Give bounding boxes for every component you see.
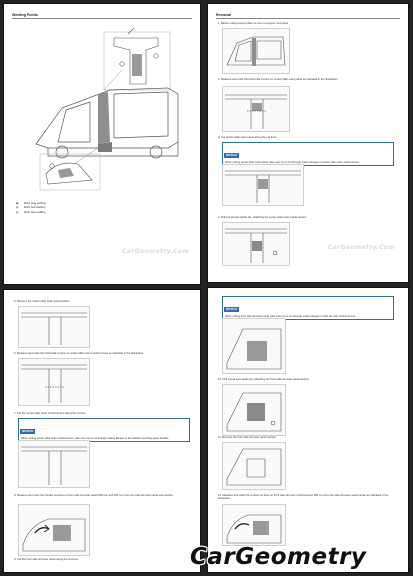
step-figure (222, 86, 290, 132)
notice-label: NOTICE (22, 429, 34, 433)
step-figure (18, 440, 90, 488)
instruction-step: 3. Cut center pillar outer panel along the cut lines. (218, 136, 278, 139)
notice-label: NOTICE (226, 153, 238, 157)
step-figure (18, 358, 90, 406)
manual-page-1 (4, 4, 200, 284)
heading-rule (216, 18, 400, 19)
instruction-step: 9. Cut the front side sill outer panel along the cut lines. (14, 558, 79, 561)
notice-box (222, 142, 394, 166)
welding-diagram-svg (18, 24, 192, 198)
manual-page-4 (208, 288, 408, 572)
legend-item: ▣ MAG plug welding (16, 202, 46, 205)
step-figure (18, 306, 90, 348)
welding-diagram (18, 24, 192, 198)
instruction-step: 7. Cut the center pillar outer reinforcement along the cut line. (14, 412, 87, 415)
step-figure (222, 384, 286, 436)
step-figure (222, 504, 286, 546)
legend-item: ▤ MAG butt welding (16, 206, 46, 210)
watermark: CarGeometry.Com (122, 248, 190, 255)
step-figure (222, 222, 290, 266)
notice-box (222, 296, 394, 320)
notice-box (18, 418, 190, 442)
step-figure (222, 318, 286, 374)
page-heading: Removal (216, 13, 231, 17)
manual-page-3 (4, 290, 200, 572)
notice-text: When cutting center pillar outer reinforcement, take care not to cut through mating flanges or the welded mounting upper bracket. (21, 437, 170, 440)
page-heading: Welding Points (12, 13, 38, 17)
step-figure (222, 442, 286, 490)
notice-text: When cutting front side sill outer panel, take care not to cut through mating flanges or side sill outer reinforcement. (225, 315, 356, 318)
notice-label: NOTICE (226, 307, 238, 311)
watermark: CarGeometry.Com (328, 244, 396, 251)
instruction-step: 6. Measure and mark the horizontal cut line on center pillar outer reinforcement as indicated in the illustration. (14, 352, 144, 355)
step-figure (222, 164, 304, 206)
instruction-step: 10. Drill out all spot welds (A), attaching the front side sill outer panel section. (218, 378, 310, 381)
instruction-step: 1. Before cutting center pillar, be sure to support roof panel. (218, 22, 289, 25)
instruction-step: 12. Measure and mark the contact cut lines on front side sill outer reinforcement 280 mm from the side sill outer panel center as indicated in the illustration. (218, 494, 389, 501)
heading-rule (12, 18, 192, 19)
instruction-step: 11. Remove the front side sill outer panel section. (218, 436, 277, 439)
manual-page-2 (208, 4, 408, 282)
brand-watermark: CarGeometry (190, 544, 367, 570)
step-figure (18, 504, 90, 556)
instruction-step: 8. Measure and mark the contact cut lines on front side sill outer panel 280 mm and 250 mm from the side sill outer panel joint section. (14, 494, 174, 497)
notice-text: When cutting center pillar outer panel, take care not to cut through mating flanges or center pillar outer reinforcement. (225, 161, 360, 164)
step-figure (222, 28, 290, 74)
instruction-step: 5. Remove the center pillar outer panel section. (14, 300, 71, 303)
instruction-step: 2. Measure and mark the horizontal cut line on center pillar outer panel as indicated in the illustration. (218, 78, 339, 81)
weld-legend (16, 202, 46, 215)
legend-item: ▥ MAG tack welding (16, 210, 46, 214)
instruction-step: 4. Drill out all spot welds (A), attaching the center pillar outer panel section. (218, 216, 308, 219)
